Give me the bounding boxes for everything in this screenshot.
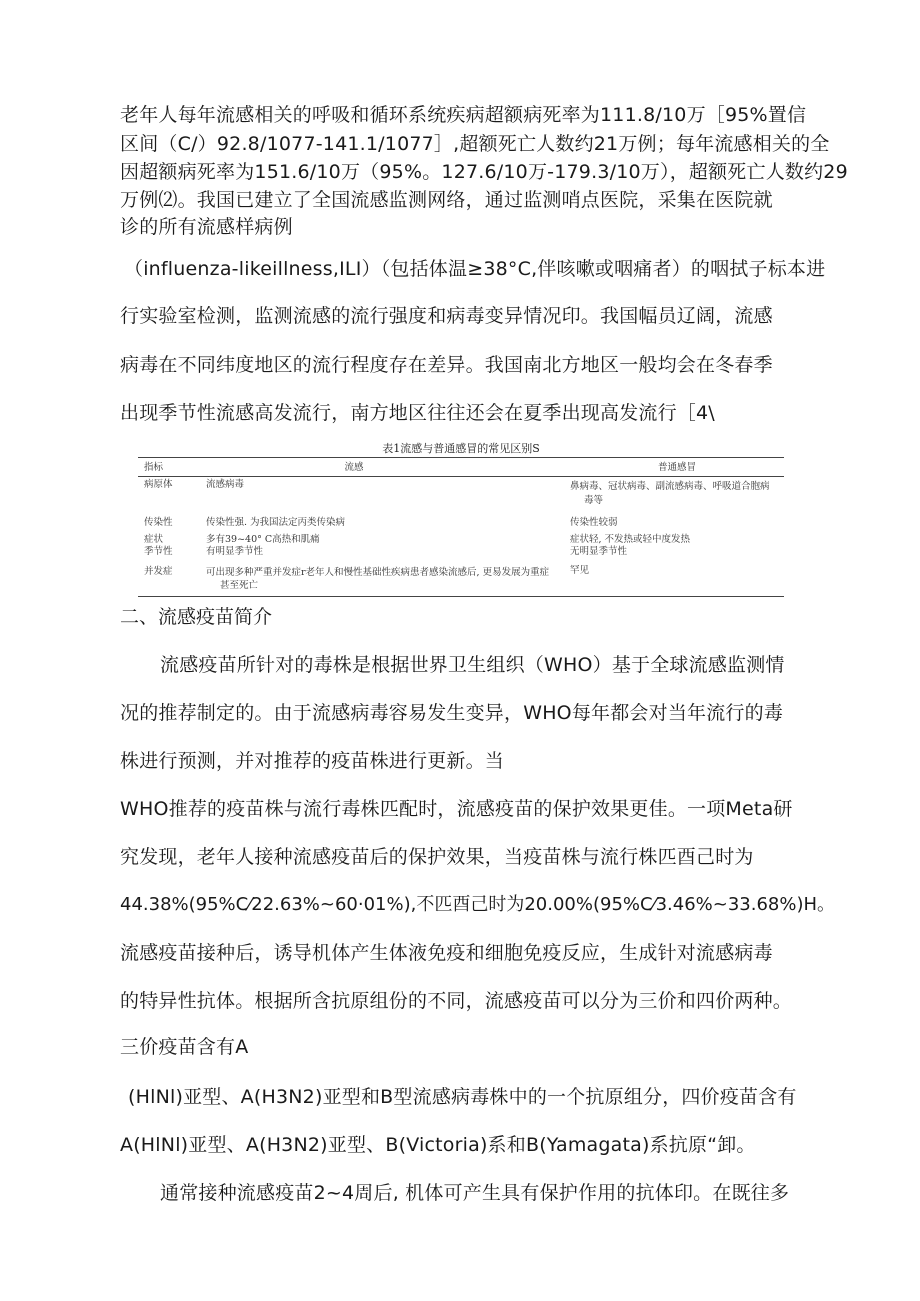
section-2-line-9: 三价疫苗含有A xyxy=(120,1036,249,1058)
row-pathogen-label: 病原体 xyxy=(144,479,173,490)
section-2-line-2: 况的推荐制定的。由于流感病毒容易发生变异，WHO每年都会对当年流行的毒 xyxy=(120,702,784,724)
row-infectivity-label: 传染性 xyxy=(144,517,173,528)
paragraph-2-line-4: 出现季节性流感高发流行，南方地区往往还会在夏季出现高发流行［4\ xyxy=(120,402,715,424)
section-2-title: 二、流感疫苗简介 xyxy=(120,606,273,628)
row-infectivity-flu: 传染性强. 为我国法定丙类传染病 xyxy=(206,517,346,528)
row-complications-flu-cont: 甚至死亡 xyxy=(220,580,259,591)
row-infectivity-cold: 传染性较弱 xyxy=(570,517,618,528)
section-2-line-11: A(HlNl)亚型、A(H3N2)亚型、B(Victoria)系和B(Yamagata)系抗原“卸。 xyxy=(120,1134,756,1156)
table-header-indicator: 指标 xyxy=(144,462,164,473)
row-seasonality-label: 季节性 xyxy=(144,546,173,557)
table-top-rule xyxy=(138,457,784,458)
table-header-cold: 普通感冒 xyxy=(657,462,696,473)
paragraph-2-line-3: 病毒在不同纬度地区的流行程度存在差异。我国南北方地区一般均会在冬春季 xyxy=(120,354,773,376)
section-2-line-3: 株进行预测，并对推荐的疫苗株进行更新。当 xyxy=(120,750,505,772)
row-seasonality-flu: 有明显季节性 xyxy=(206,546,264,557)
row-symptoms-flu: 多有39~40° C高热和肌痛 xyxy=(206,534,320,545)
row-symptoms-label: 症状 xyxy=(144,534,164,545)
paragraph-1-line-3: 因超额病死率为151.6/10万（95%。127.6/10万-179.3/10万），超额死亡人数约29 xyxy=(120,161,848,183)
row-complications-cold: 罕见 xyxy=(570,565,590,576)
table-bottom-rule xyxy=(138,596,784,597)
table-header-flu: 流感 xyxy=(344,462,364,473)
section-2-line-10: (HlNl)亚型、A(H3N2)亚型和B型流感病毒株中的一个抗原组分，四价疫苗含有 xyxy=(128,1086,797,1108)
section-2-line-12: 通常接种流感疫苗2~4周后, 机体可产生具有保护作用的抗体印。在既往多 xyxy=(160,1182,790,1204)
row-seasonality-cold: 无明显季节性 xyxy=(570,546,628,557)
paragraph-1-line-1: 老年人每年流感相关的呼吸和循环系统疾病超额病死率为111.8/10万［95%置信 xyxy=(120,104,807,126)
paragraph-2-line-1: （influenza-likeillness,ILI）（包括体温≥38°C,伴咳嗽或咽痛者）的咽拭子标本进 xyxy=(124,258,826,280)
section-2-line-8: 的特异性抗体。根据所含抗原组份的不同，流感疫苗可以分为三价和四价两种。 xyxy=(120,990,793,1012)
paragraph-2-line-2: 行实验室检测，监测流感的流行强度和病毒变异情况印。我国幅员辽阔，流感 xyxy=(120,305,773,327)
row-pathogen-flu: 流感病毒 xyxy=(206,479,245,490)
row-pathogen-cold-cont: 毒等 xyxy=(584,495,604,506)
paragraph-1-line-5: 诊的所有流感样病例 xyxy=(120,216,293,238)
table-caption: 表1流感与普通感冒的常见区别S xyxy=(382,442,540,455)
section-2-line-7: 流感疫苗接种后，诱导机体产生体液免疫和细胞免疫反应，生成针对流感病毒 xyxy=(120,942,773,964)
section-2-line-1: 流感疫苗所针对的毒株是根据世界卫生组织（WHO）基于全球流感监测情 xyxy=(160,654,785,676)
section-2-line-5: 究发现，老年人接种流感疫苗后的保护效果，当疫苗株与流行株匹酉己时为 xyxy=(120,846,754,868)
section-2-line-4: WHO推荐的疫苗株与流行毒株匹配时，流感疫苗的保护效果更佳。一项Meta研 xyxy=(120,798,793,820)
row-complications-label: 并发症 xyxy=(144,566,173,577)
row-pathogen-cold: 鼻病毒、冠状病毒、副流感病毒、呼吸道合胞病 xyxy=(570,481,770,492)
paragraph-1-line-4: 万例⑵。我国已建立了全国流感监测网络，通过监测哨点医院，采集在医院就 xyxy=(120,189,773,211)
row-complications-flu: 可出现多种严重并发症r老年人和慢性基础性疾病患者感染流感后, 更易发展为重症 xyxy=(206,567,550,578)
table-header-rule xyxy=(138,476,784,477)
comparison-table xyxy=(138,440,784,598)
row-symptoms-cold: 症状轻, 不发热或轻中度发热 xyxy=(570,534,691,545)
section-2-line-6: 44.38%(95%C⁄22.63%~60·01%),不匹酉己时为20.00%(95%C⁄3.46%~33.68%)H。 xyxy=(120,894,836,915)
paragraph-1-line-2: 区间（C/）92.8/1077-141.1/1077］,超额死亡人数约21万例；每年流感相关的全 xyxy=(120,133,830,155)
